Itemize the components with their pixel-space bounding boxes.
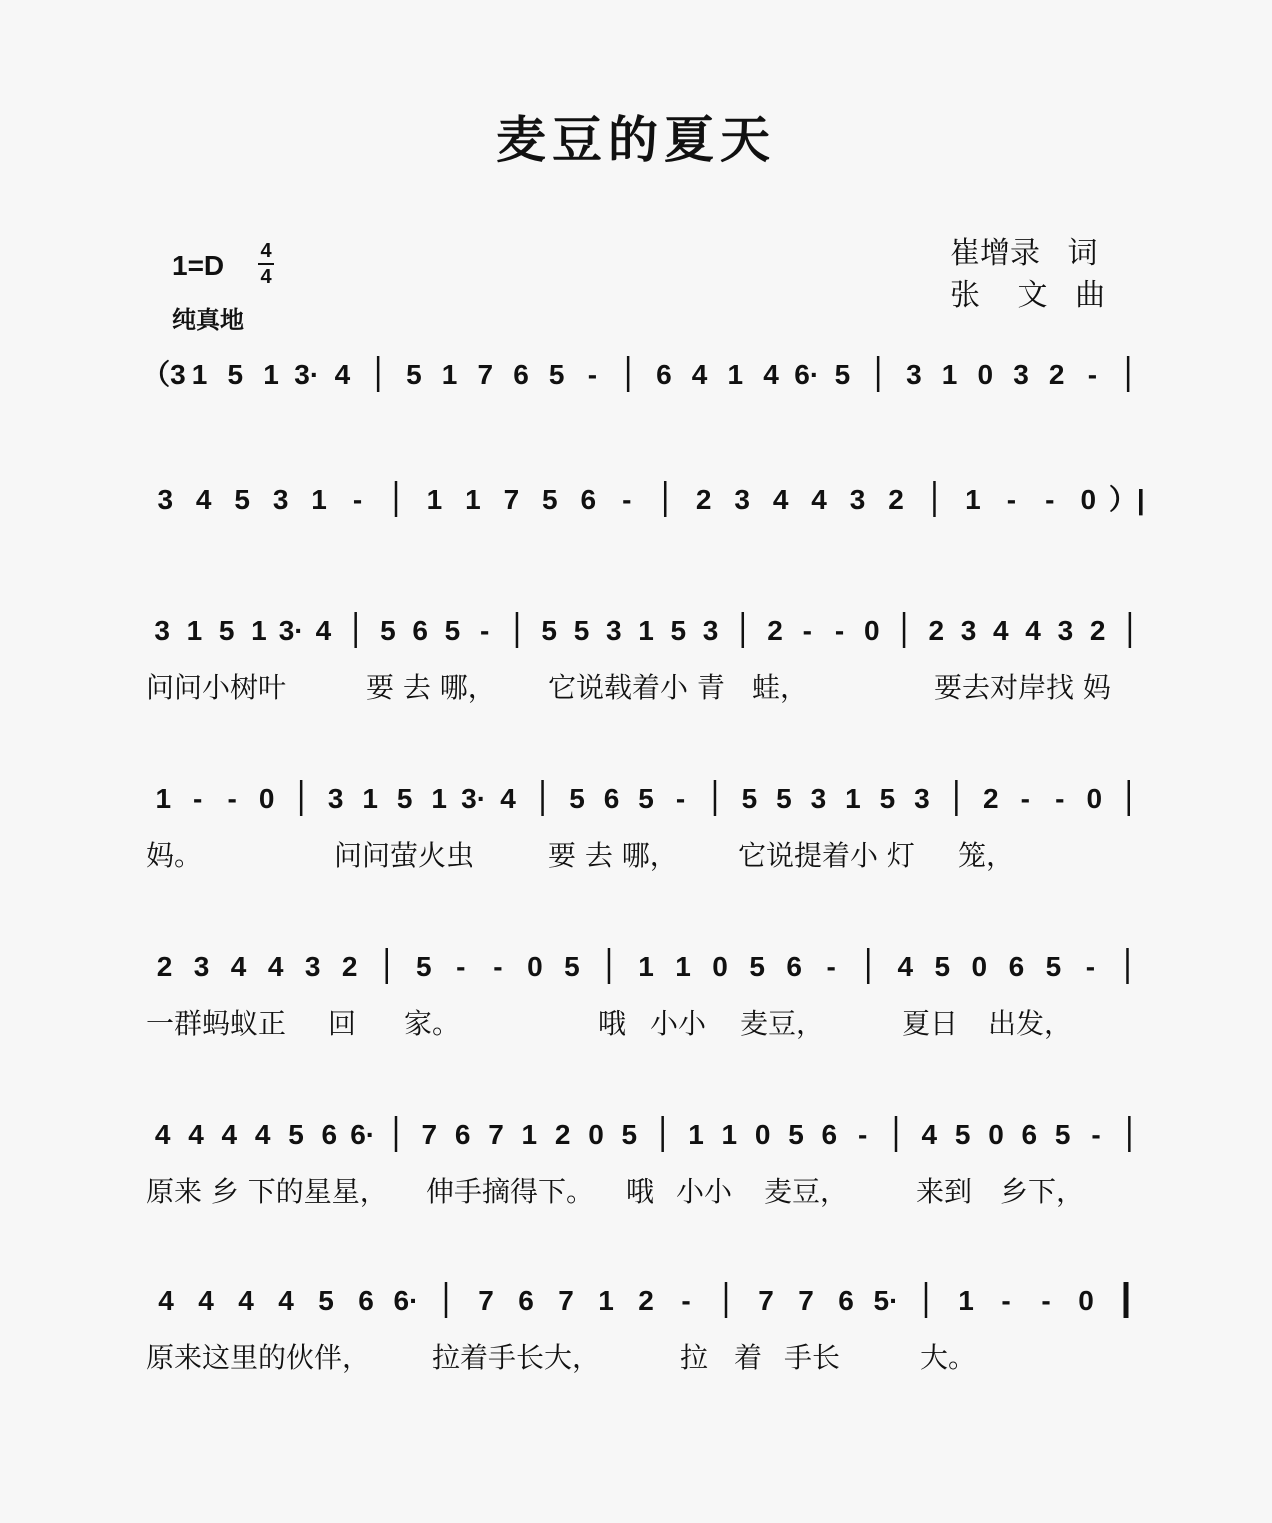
dash-note: - [1087,359,1098,390]
score-note: 6 [454,1119,471,1150]
score-note: 0 [864,615,880,646]
score-note: 6 [1008,951,1025,982]
score-note: 5 [542,484,558,515]
lyric-segment: 麦豆， [764,1175,849,1208]
score-note: 5 [776,783,792,814]
score-note: 5 [548,359,565,390]
score-note: 5 [638,783,654,814]
lyric-segment: 它说载着小 青 [548,671,725,704]
score-note: 6 [321,1119,338,1150]
score-note: 1 [965,484,981,515]
score-note: 5 [396,783,413,814]
song-title: 麦豆的夏天 [496,110,776,169]
lyric-segment: 着 [734,1341,763,1374]
score-line-6 [140,1112,1150,1152]
time-signature [258,240,274,288]
dash-note: - [802,615,812,646]
lyric-segment: 它说提着小 灯 [738,839,915,872]
lyric-segment: 笼， [958,839,1015,872]
dash-note: - [480,615,490,646]
lyric-segment: 拉着手长大， [432,1341,601,1374]
score-note: 5 [670,615,687,646]
score-note: 7 [488,1119,504,1150]
score-note: 3· [278,615,304,646]
score-note: 5 [749,951,765,982]
lyric-segment: 出发， [988,1007,1073,1040]
score-line-4-notes [140,776,1150,820]
lyric-segment: 原来这里的伙伴， [146,1341,371,1374]
score-note: 6 [603,783,620,814]
score-note: 3 [157,484,174,515]
score-note: 5 [788,1119,804,1150]
score-note: 0 [1080,484,1097,515]
score-note: 2 [554,1119,571,1150]
score-note: 4 [315,615,332,646]
lyric-segment: 问问小树叶 [146,671,287,704]
score-note: 7 [798,1285,814,1316]
dash-note: - [1045,484,1055,515]
score-note: 5 [564,951,580,982]
score-note: 2 [638,1285,654,1316]
score-note: 2 [156,951,173,982]
score-note: 3 [702,615,719,646]
lyric-segment: 大。 [920,1341,977,1374]
score-note: 7 [421,1119,438,1150]
score-note: 2 [767,615,783,646]
score-note: 5 [741,783,758,814]
lyric-segment: 要 去 哪， [548,839,678,872]
score-note: 3 [810,783,827,814]
score-note: 0 [1078,1285,1094,1316]
score-note: 4 [254,1119,271,1150]
dash-note: - [858,1119,868,1150]
score-note: 0 [754,1119,771,1150]
score-note: 5 [218,615,235,646]
score-note: 3 [849,484,866,515]
lyric-segment: 手长 [784,1341,841,1374]
score-note: 7 [758,1285,774,1316]
dash-note: - [227,783,237,814]
score-note: 5· [873,1285,899,1316]
score-line-6-notes [140,1112,1150,1156]
score-note: 3 [272,484,289,515]
dash-note: - [1091,1119,1101,1150]
lyric-segment: 家。 [404,1007,461,1040]
score-note: 4 [772,484,789,515]
lyric-segment: 回 [328,1007,357,1040]
score-note: 2 [888,484,904,515]
score-note: 6 [580,484,597,515]
lyric-segment: 问问萤火虫 [334,839,475,872]
score-note: 4 [500,783,516,814]
score-note: （3 [142,359,186,390]
score-note: 3 [1057,615,1074,646]
score-line-2-notes [140,477,1150,521]
score-note: 6 [513,359,529,390]
score-note: 1 [727,359,744,390]
score-note: 6 [656,359,672,390]
score-note: 6 [821,1119,838,1150]
score-note: 3 [327,783,344,814]
score-note: 2 [341,951,358,982]
score-note: 5 [573,615,590,646]
score-note: 1 [721,1119,738,1150]
lyric-segment: 原来 乡 下的星星， [146,1175,388,1208]
dash-note: - [1006,484,1017,515]
score-note: 1 [441,359,458,390]
score-note: 7 [478,1285,494,1316]
dash-note: - [1085,951,1096,982]
lyric-segment: 来到 [916,1175,973,1208]
score-note: 4 [238,1285,254,1316]
score-note: 5 [1054,1119,1071,1150]
score-note: 4 [1025,615,1041,646]
score-note: 3· [461,783,487,814]
dash-note: - [1041,1285,1051,1316]
lyric-segment: 哦 [598,1007,627,1040]
dash-note: - [826,951,836,982]
lyric-segment: 要 去 哪， [366,671,496,704]
lyric-segment: 小小 [676,1175,733,1208]
score-line-4 [140,776,1150,816]
score-note: 0 [977,359,994,390]
score-note: ）| [1108,484,1145,515]
score-note: 3 [734,484,750,515]
lyric-segment: 哦 [626,1175,655,1208]
dash-note: - [622,484,632,515]
score-note: 2 [695,484,712,515]
meter-top: 4 [260,240,272,262]
score-note: 4 [230,951,247,982]
score-note: 5 [934,951,951,982]
score-note: 3 [605,615,622,646]
score-note: 1 [426,484,443,515]
score-note: 4 [278,1285,294,1316]
lyric-segment: 麦豆， [740,1007,825,1040]
lyricist-name: 崔增录 [950,236,1040,271]
score-note: 5 [879,783,896,814]
meter-bottom: 4 [260,266,272,288]
score-note: 6 [358,1285,374,1316]
dash-note: - [456,951,466,982]
lyric-segment: 妈。 [146,839,203,872]
score-line-5 [140,944,1150,984]
score-note: 4 [993,615,1009,646]
composer-credit [950,270,1105,314]
score-note: 3 [304,951,321,982]
score-line-7-notes [140,1278,1150,1322]
lyricist-credit [950,228,1098,272]
score-note: 1 [155,783,172,814]
score-line-5-notes [140,944,1150,988]
score-note: 6 [412,615,428,646]
score-note: 4 [158,1285,174,1316]
score-line-7 [140,1278,1150,1318]
score-note: 5 [1045,951,1062,982]
score-note: 5 [415,951,432,982]
score-note: 2 [1048,359,1065,390]
composer-name: 张 文 [950,278,1062,313]
score-line-1 [140,352,1150,392]
score-note: 3· [294,359,320,390]
score-note: 4 [691,359,708,390]
score-note: 5 [954,1119,971,1150]
score-note: 6 [838,1285,854,1316]
score-note: 4 [198,1285,214,1316]
score-note: 1 [688,1119,704,1150]
score-note: 5 [234,484,250,515]
score-note: 1 [191,359,208,390]
score-note: 4 [921,1119,938,1150]
score-note: 5 [541,615,558,646]
composer-role: 曲 [1075,278,1106,313]
score-note: 0 [971,951,988,982]
score-note: 1 [598,1285,614,1316]
score-note: 5 [834,359,851,390]
dash-note: - [681,1285,691,1316]
dash-note: - [1001,1285,1011,1316]
lyric-segment: 蛙， [752,671,809,704]
score-note: 0 [527,951,543,982]
score-line-3-notes [140,608,1150,652]
score-note: 1 [251,615,267,646]
score-note: 4 [811,484,827,515]
score-note: 0 [988,1119,1004,1150]
score-note: 5 [621,1119,638,1150]
score-note: 3 [914,783,930,814]
score-note: 0 [1086,783,1103,814]
score-note: 1 [958,1285,974,1316]
score-note: 3 [906,359,922,390]
score-note: 1 [845,783,861,814]
score-note: 3 [193,951,210,982]
score-note: 4 [221,1119,238,1150]
score-note: 5 [380,615,396,646]
score-note: 7 [558,1285,574,1316]
score-note: 1 [431,783,447,814]
score-note: 6 [518,1285,534,1316]
lyric-segment: 小小 [650,1007,707,1040]
score-note: 1 [465,484,481,515]
lyric-segment: 一群蚂蚁正 [146,1007,287,1040]
score-line-1-notes [140,352,1150,396]
score-note: 6 [786,951,802,982]
lyric-segment: 夏日 [902,1007,959,1040]
score-note: 3 [1013,359,1029,390]
score-note: 3 [154,615,170,646]
score-note: 5 [227,359,244,390]
score-note: 1 [263,359,279,390]
score-note: 3 [960,615,977,646]
score-note: 7 [503,484,520,515]
score-note: 1 [186,615,203,646]
score-line-3 [140,608,1150,648]
key-signature: 1=D [172,250,225,281]
dash-note: - [834,615,845,646]
score-note: 1 [638,951,654,982]
score-note: 2 [928,615,945,646]
score-note: 1 [362,783,378,814]
score-note: 0 [258,783,275,814]
score-note: 0 [712,951,728,982]
score-note: 2 [983,783,999,814]
lyric-segment: 伸手摘得下。 [426,1175,595,1208]
score-note: 5 [569,783,585,814]
score-note: 1 [638,615,654,646]
score-note: 4 [188,1119,204,1150]
score-note: 4 [334,359,351,390]
score-note: 1 [521,1119,538,1150]
score-note: 4 [763,359,779,390]
score-note: 4 [195,484,212,515]
score-note: 4 [154,1119,171,1150]
dash-note: - [493,951,503,982]
score-note: 5 [288,1119,304,1150]
score-note: 5 [318,1285,334,1316]
score-note: 5 [444,615,461,646]
dash-note: - [1055,783,1065,814]
score-note: 4 [267,951,284,982]
score-note: 0 [588,1119,604,1150]
score-note: 7 [477,359,494,390]
score-note: 6· [350,1119,376,1150]
lyric-segment: 拉 [680,1341,709,1374]
score-note: 2 [1089,615,1106,646]
dash-note: - [193,783,203,814]
dash-note: - [352,484,363,515]
score-note: 6· [794,359,820,390]
score-note: 1 [311,484,327,515]
dash-note: - [1020,783,1030,814]
dash-note: - [587,359,598,390]
score-note: 1 [941,359,958,390]
tempo-mark: 纯真地 [172,306,244,334]
lyric-segment: 乡下， [1000,1175,1085,1208]
score-note: 6 [1021,1119,1038,1150]
score-note: 6· [393,1285,419,1316]
score-line-2 [140,477,1150,517]
meter-line [258,263,274,265]
score-note: 5 [406,359,422,390]
lyric-segment: 要去对岸找 妈 [934,671,1111,704]
dash-note: - [675,783,686,814]
score-note: 1 [675,951,691,982]
score-note: 4 [897,951,914,982]
lyricist-role: 词 [1067,236,1098,271]
